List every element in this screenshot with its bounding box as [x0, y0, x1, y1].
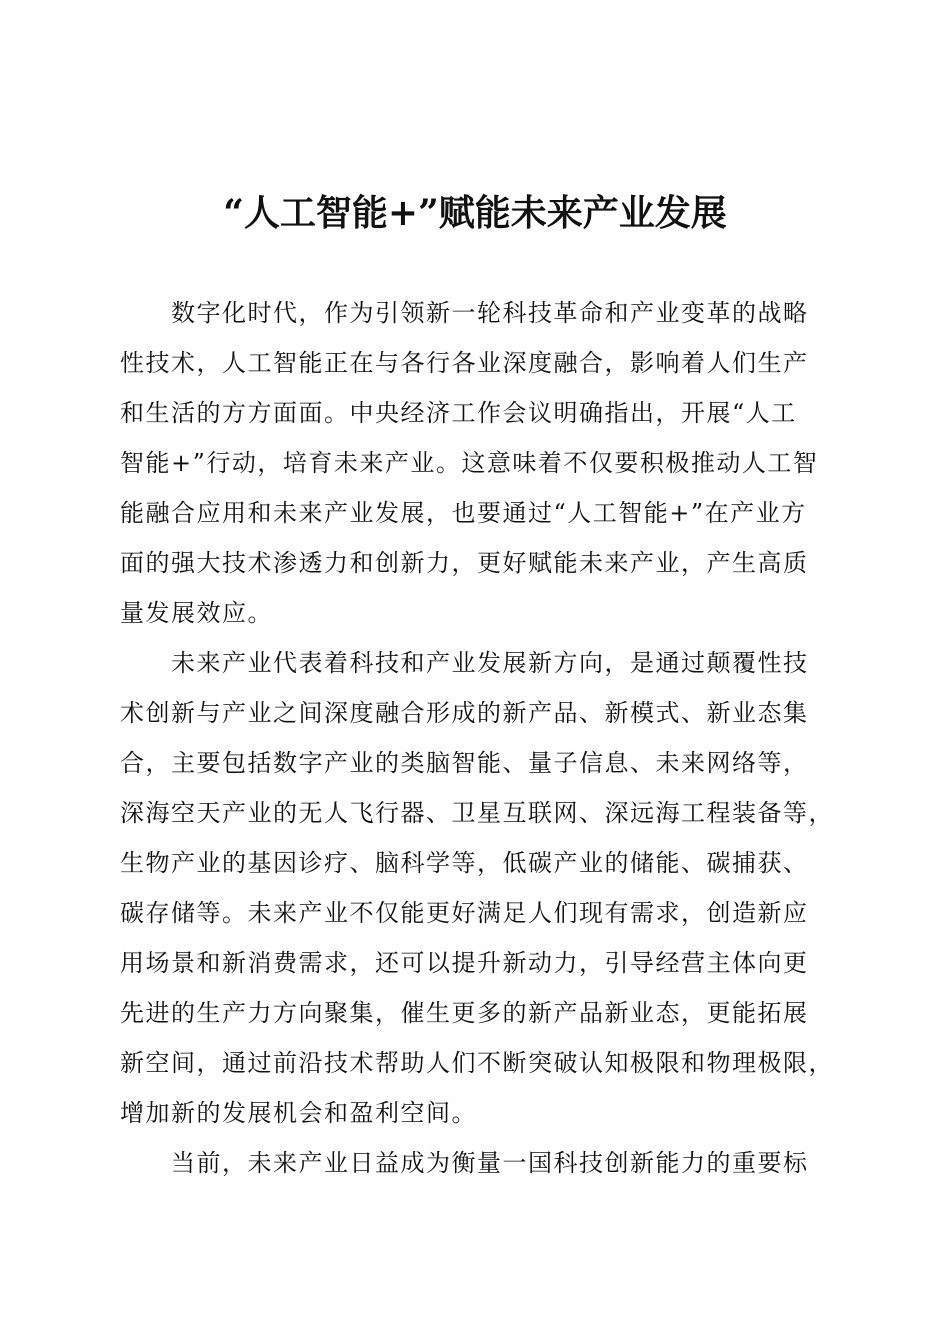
- text-line-2: 性技术，人工智能正在与各行各业深度融合，影响着人们生产: [120, 349, 809, 377]
- document-title: “人工智能+”赋能未来产业发展: [223, 192, 727, 234]
- text-line-4: 智能+”行动，培育未来产业。这意味着不仅要积极推动人工智: [120, 449, 819, 477]
- text-line-17: 增加新的发展机会和盈利空间。: [120, 1099, 477, 1127]
- text-line-7: 量发展效应。: [120, 599, 273, 627]
- text-line-9: 术创新与产业之间深度融合形成的新产品、新模式、新业态集: [120, 699, 809, 727]
- text-line-8: 未来产业代表着科技和产业发展新方向，是通过颠覆性技: [120, 649, 809, 677]
- text-line-11: 深海空天产业的无人飞行器、卫星互联网、深远海工程装备等，: [120, 799, 834, 827]
- text-line-3: 和生活的方方面面。中央经济工作会议明确指出，开展“人工: [120, 399, 797, 427]
- text-line-15: 先进的生产力方向聚集，催生更多的新产品新业态，更能拓展: [120, 999, 809, 1027]
- text-line-13: 碳存储等。未来产业不仅能更好满足人们现有需求，创造新应: [120, 899, 809, 927]
- text-line-5: 能融合应用和未来产业发展，也要通过“人工智能+”在产业方: [120, 499, 807, 527]
- text-line-1: 数字化时代，作为引领新一轮科技革命和产业变革的战略: [120, 299, 809, 327]
- text-line-18: 当前，未来产业日益成为衡量一国科技创新能力的重要标: [120, 1149, 809, 1177]
- text-line-6: 面的强大技术渗透力和创新力，更好赋能未来产业，产生高质: [120, 549, 809, 577]
- text-line-10: 合，主要包括数字产业的类脑智能、量子信息、未来网络等，: [120, 749, 809, 777]
- text-line-12: 生物产业的基因诊疗、脑科学等，低碳产业的储能、碳捕获、: [120, 849, 809, 877]
- text-line-16: 新空间，通过前沿技术帮助人们不断突破认知极限和物理极限，: [120, 1049, 834, 1077]
- text-line-14: 用场景和新消费需求，还可以提升新动力，引导经营主体向更: [120, 949, 809, 977]
